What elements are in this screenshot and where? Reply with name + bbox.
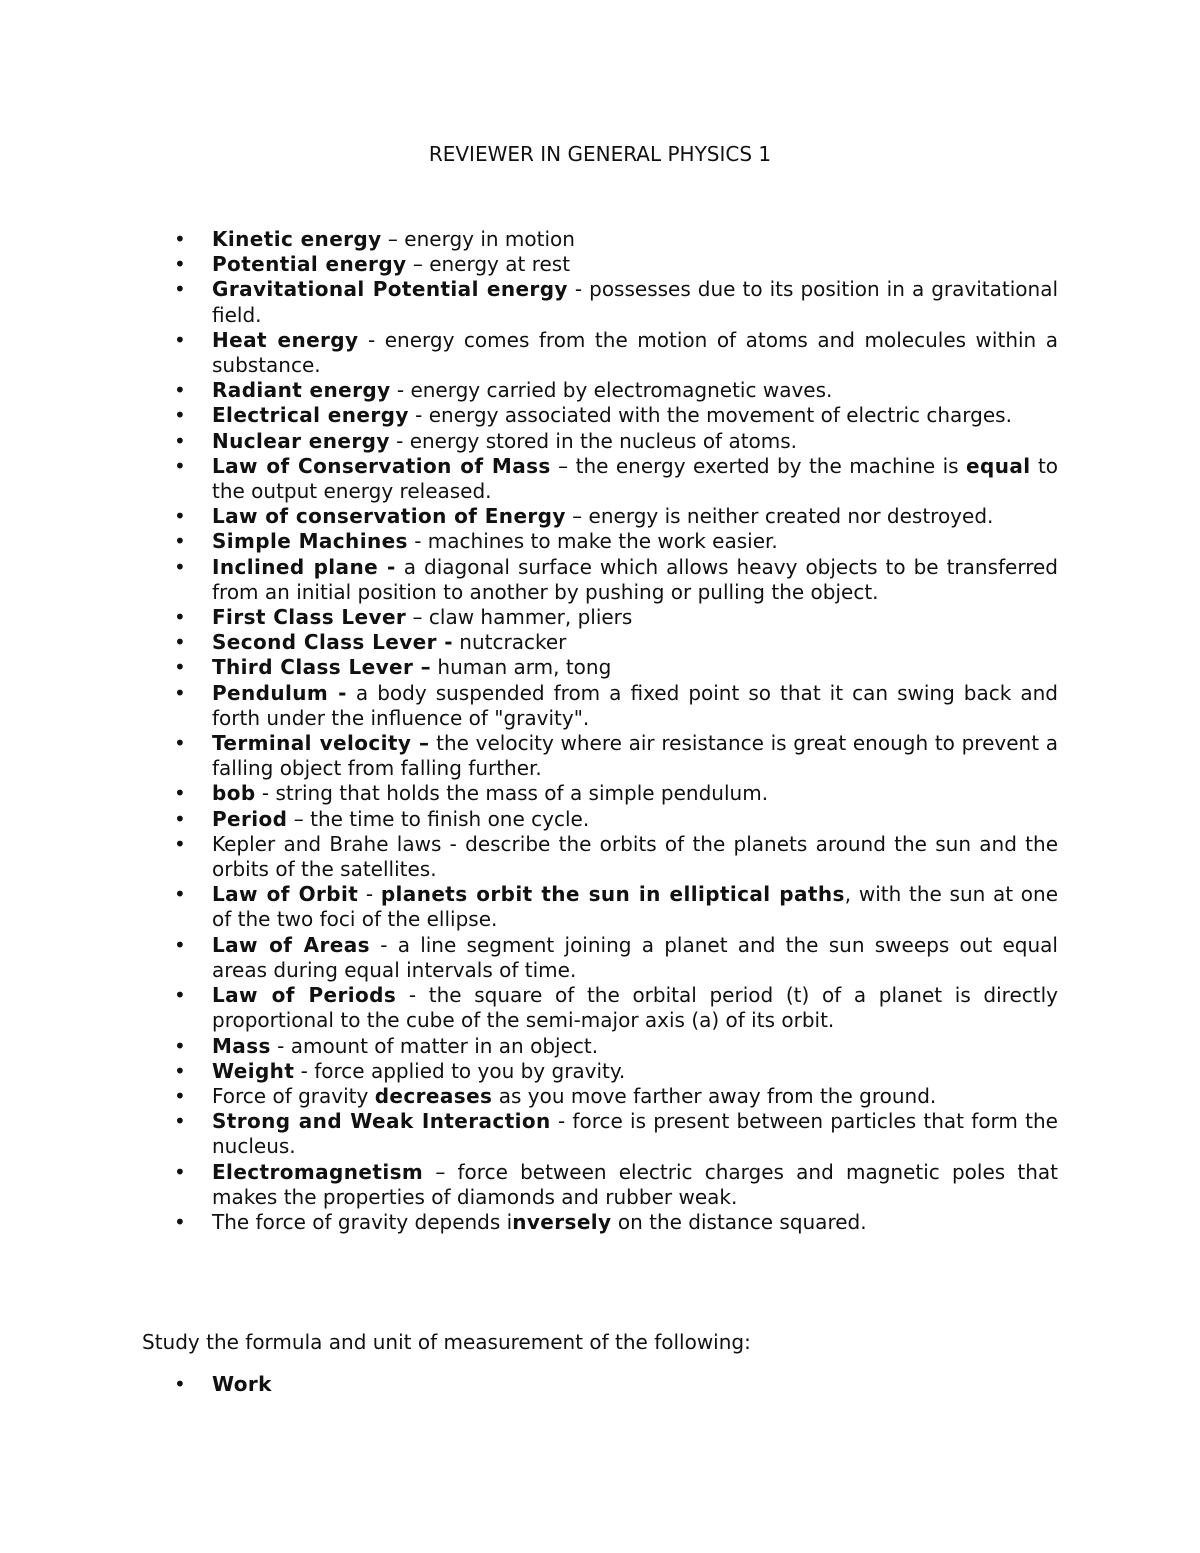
item-text: - machines to make the work easier. bbox=[407, 529, 778, 554]
bullet-icon: • bbox=[174, 554, 186, 579]
bullet-icon: • bbox=[174, 1083, 186, 1108]
list-item bbox=[168, 378, 1058, 403]
list-item bbox=[168, 227, 1058, 252]
list-item bbox=[168, 933, 1058, 983]
item-term: nversely bbox=[512, 1209, 612, 1234]
definition-list bbox=[168, 227, 1058, 1235]
item-term: bob bbox=[212, 781, 256, 806]
bullet-icon: • bbox=[174, 605, 186, 630]
item-text: - the square of the orbital period (t) of a planet is directly proportional to the cube of the semi-major axis (a) of its orbit. bbox=[212, 983, 1058, 1033]
bullet-icon: • bbox=[174, 504, 186, 529]
list-item bbox=[168, 1084, 1058, 1109]
item-term: Strong and Weak Interaction bbox=[212, 1109, 551, 1134]
bullet-icon: • bbox=[174, 327, 186, 352]
item-text: – energy in motion bbox=[381, 227, 575, 251]
list-item bbox=[168, 1372, 1058, 1397]
list-item bbox=[168, 983, 1058, 1033]
item-text: - energy comes from the motion of atoms and molecules within a substance. bbox=[212, 327, 1058, 378]
list-item bbox=[168, 882, 1058, 932]
item-term: Terminal velocity – bbox=[212, 731, 430, 756]
bullet-icon: • bbox=[174, 630, 186, 655]
item-term: Pendulum - bbox=[212, 680, 347, 705]
item-term: Law of Areas bbox=[212, 932, 370, 957]
item-text: The force of gravity depends i bbox=[212, 1209, 513, 1234]
item-text: human arm, tong bbox=[431, 655, 612, 680]
list-item bbox=[168, 681, 1058, 731]
item-text: - amount of matter in an object. bbox=[270, 1033, 599, 1058]
bullet-icon: • bbox=[174, 1209, 186, 1234]
item-term: First Class Lever bbox=[212, 605, 407, 630]
item-term: Nuclear energy bbox=[212, 428, 390, 453]
study-list bbox=[168, 1372, 1058, 1397]
bullet-icon: • bbox=[174, 932, 186, 957]
list-item bbox=[168, 1034, 1058, 1059]
list-item bbox=[168, 454, 1058, 504]
bullet-icon: • bbox=[174, 277, 186, 302]
bullet-icon: • bbox=[174, 1033, 186, 1058]
item-text: - possesses due to its position in a gravitational field. bbox=[212, 277, 1059, 327]
bullet-icon: • bbox=[174, 882, 186, 907]
item-text: – energy is neither created nor destroyed. bbox=[565, 504, 994, 529]
list-item bbox=[168, 655, 1058, 680]
item-text: the velocity where air resistance is great enough to prevent a falling object from falling further. bbox=[212, 731, 1058, 781]
item-text: - energy carried by electromagnetic waves. bbox=[390, 378, 833, 403]
list-item bbox=[168, 832, 1058, 882]
item-term: Radiant energy bbox=[212, 378, 391, 403]
item-text: – energy at rest bbox=[406, 252, 571, 277]
list-item bbox=[168, 529, 1058, 554]
item-term: Electrical energy bbox=[212, 403, 409, 428]
item-text: , with the sun at one of the two foci of the ellipse. bbox=[212, 882, 1059, 932]
list-item bbox=[168, 605, 1058, 630]
item-term: Heat energy bbox=[212, 327, 359, 352]
item-text: - force applied to you by gravity. bbox=[294, 1058, 626, 1083]
item-term: Law of Periods bbox=[212, 983, 397, 1008]
item-term: Simple Machines bbox=[212, 529, 408, 554]
item-term: Inclined plane - bbox=[212, 554, 396, 579]
list-item bbox=[168, 555, 1058, 605]
list-item bbox=[168, 781, 1058, 806]
item-term: planets orbit the sun in elliptical paths bbox=[380, 882, 845, 907]
bullet-icon: • bbox=[174, 983, 186, 1008]
item-term: Weight bbox=[212, 1058, 295, 1083]
bullet-icon: • bbox=[174, 806, 186, 831]
item-term: Gravitational Potential energy bbox=[212, 277, 568, 302]
bullet-icon: • bbox=[174, 1159, 186, 1184]
item-text: nutcracker bbox=[452, 630, 567, 655]
study-instruction: Study the formula and unit of measurement of the following: bbox=[142, 1330, 751, 1354]
item-text: – the time to finish one cycle. bbox=[287, 806, 590, 831]
item-text: - string that holds the mass of a simple pendulum. bbox=[255, 781, 769, 806]
item-term: equal bbox=[966, 453, 1031, 478]
item-text: - energy associated with the movement of electric charges. bbox=[408, 403, 1012, 428]
list-item bbox=[168, 1160, 1058, 1210]
item-term: Third Class Lever – bbox=[212, 655, 432, 680]
list-item bbox=[168, 328, 1058, 378]
bullet-icon: • bbox=[174, 403, 186, 428]
item-text: - energy stored in the nucleus of atoms. bbox=[389, 428, 798, 453]
bullet-icon: • bbox=[174, 428, 186, 453]
item-text: - force is present between particles that form the nucleus. bbox=[212, 1109, 1058, 1159]
list-item bbox=[168, 277, 1058, 327]
list-item bbox=[168, 252, 1058, 277]
item-text: a body suspended from a fixed point so that it can swing back and forth under the influence of "gravity". bbox=[212, 680, 1058, 730]
item-text: - bbox=[358, 882, 381, 907]
item-text: a diagonal surface which allows heavy objects to be transferred from an initial position to another by pushing or pulling the object. bbox=[212, 554, 1058, 604]
list-item bbox=[168, 807, 1058, 832]
bullet-icon: • bbox=[174, 1058, 186, 1083]
item-text: Kepler and Brahe laws - describe the orbits of the planets around the sun and the orbits of the satellites. bbox=[212, 831, 1058, 882]
page-title: REVIEWER IN GENERAL PHYSICS 1 bbox=[428, 142, 772, 166]
list-item bbox=[168, 630, 1058, 655]
list-item bbox=[168, 1210, 1058, 1235]
bullet-icon: • bbox=[174, 731, 186, 756]
item-text: Force of gravity bbox=[212, 1083, 375, 1108]
item-text: – claw hammer, pliers bbox=[406, 605, 633, 630]
item-term: Law of conservation of Energy bbox=[212, 504, 566, 529]
bullet-icon: • bbox=[174, 1372, 186, 1396]
item-text: to the output energy released. bbox=[212, 453, 1059, 504]
bullet-icon: • bbox=[174, 781, 186, 806]
item-term: Mass bbox=[212, 1033, 271, 1058]
item-term: Second Class Lever - bbox=[212, 630, 453, 655]
item-term: Electromagnetism bbox=[212, 1159, 424, 1184]
list-item bbox=[168, 403, 1058, 428]
item-term: Law of Conservation of Mass bbox=[212, 453, 551, 478]
item-term: Work bbox=[212, 1372, 272, 1396]
item-term: Kinetic energy bbox=[212, 227, 382, 251]
bullet-icon: • bbox=[174, 252, 186, 277]
bullet-icon: • bbox=[174, 655, 186, 680]
bullet-icon: • bbox=[174, 529, 186, 554]
list-item bbox=[168, 1059, 1058, 1084]
item-text: – the energy exerted by the machine is bbox=[550, 453, 967, 478]
bullet-icon: • bbox=[174, 378, 186, 403]
bullet-icon: • bbox=[174, 831, 186, 856]
item-term: decreases bbox=[374, 1083, 493, 1108]
list-item bbox=[168, 731, 1058, 781]
item-text: - a line segment joining a planet and the sun sweeps out equal areas during equal intervals of time. bbox=[212, 932, 1058, 982]
item-term: Law of Orbit bbox=[212, 882, 359, 907]
item-text: – force between electric charges and magnetic poles that makes the properties of diamonds and rubber weak. bbox=[212, 1159, 1058, 1209]
list-item bbox=[168, 504, 1058, 529]
item-text: as you move farther away from the ground. bbox=[492, 1083, 937, 1108]
item-text: on the distance squared. bbox=[611, 1209, 867, 1234]
bullet-icon: • bbox=[174, 227, 186, 251]
item-term: Potential energy bbox=[212, 252, 407, 277]
bullet-icon: • bbox=[174, 453, 186, 478]
item-term: Period bbox=[212, 806, 288, 831]
list-item bbox=[168, 1109, 1058, 1159]
bullet-icon: • bbox=[174, 680, 186, 705]
list-item bbox=[168, 429, 1058, 454]
bullet-icon: • bbox=[174, 1109, 186, 1134]
